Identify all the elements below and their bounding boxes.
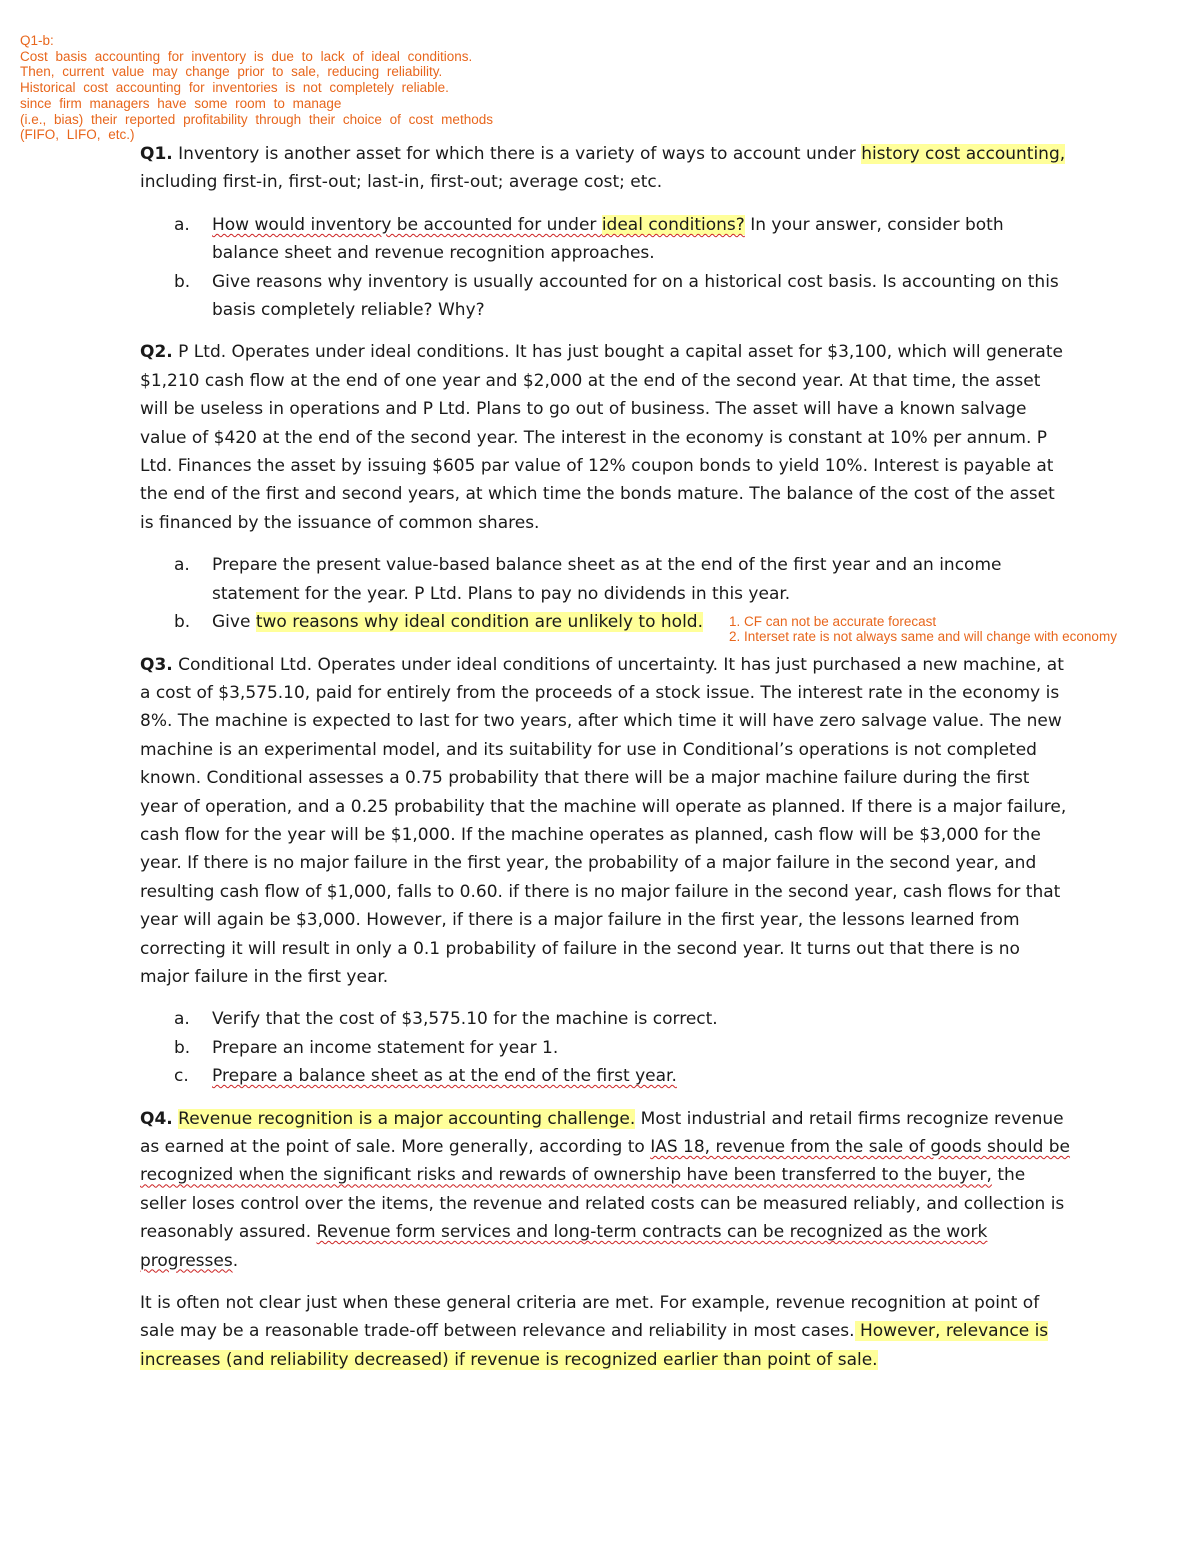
highlight: However, relevance is increases (and reliability decreased) if revenue is recognized earlier than point of sale. xyxy=(140,1321,1049,1370)
highlight: ideal conditions? xyxy=(601,214,745,235)
question-text: including first-in, first-out; last-in, first-out; average cost; etc. xyxy=(140,172,663,193)
question-label: Q1. xyxy=(140,144,173,164)
question-3 xyxy=(140,651,1070,992)
part-letter: a. xyxy=(174,1009,190,1030)
part-c xyxy=(140,1062,1070,1090)
part-letter: b. xyxy=(174,612,191,633)
spellcheck-underline: Prepare a balance sheet as at the end of the first year. xyxy=(212,1066,677,1087)
highlight: Revenue recognition is a major accounting challenge. xyxy=(178,1108,636,1129)
question-1-parts xyxy=(140,211,1070,325)
paragraph-text: It is often not clear just when these general criteria are met. For example, revenue recognition at point of sale may be a reasonable trade-off between relevance and reliability in most cases. xyxy=(140,1293,1040,1342)
comment-line: 2. Interset rate is not always same and will change with economy xyxy=(729,629,1117,644)
highlight: history cost accounting, xyxy=(861,144,1066,164)
part-text: Give reasons why inventory is usually accounted for on a historical cost basis. Is accounting on this basis completely reliable? Why? xyxy=(212,271,1059,321)
part-a xyxy=(140,551,1070,608)
part-text: In your answer, consider both balance sheet and revenue recognition approaches. xyxy=(212,214,1004,264)
question-2 xyxy=(140,338,1070,537)
comment-line: Cost basis accounting for inventory is due to lack of ideal conditions. xyxy=(20,48,473,64)
question-label: Q4. xyxy=(140,1108,173,1129)
question-label: Q2. xyxy=(140,342,173,363)
question-3-parts xyxy=(140,1005,1070,1090)
part-text: Verify that the cost of $3,575.10 for the machine is correct. xyxy=(212,1009,718,1030)
comment-line: 1. CF can not be accurate forecast xyxy=(729,614,937,629)
document-body xyxy=(140,140,1070,1374)
part-text: Give xyxy=(212,612,256,633)
question-4-paragraph-2 xyxy=(140,1289,1070,1374)
part-letter: b. xyxy=(174,1037,191,1058)
part-b xyxy=(140,268,1070,325)
question-text: the seller loses control over the items, the revenue and related costs can be measured reliably, and collection is reasonably assured. xyxy=(140,1165,1065,1243)
highlight: two reasons why ideal condition are unlikely to hold. xyxy=(255,612,703,633)
margin-comment-q1b xyxy=(20,33,620,143)
question-1 xyxy=(140,140,1070,197)
part-a xyxy=(140,1005,1070,1033)
question-text: Inventory is another asset for which there is a variety of ways to account under xyxy=(172,144,862,164)
comment-line: Q1-b: xyxy=(20,33,54,48)
comment-line: since firm managers have some room to manage xyxy=(20,95,342,111)
question-text: . xyxy=(232,1250,239,1271)
comment-line: (i.e., bias) their reported profitability through their choice of cost methods xyxy=(20,111,493,127)
question-text: Conditional Ltd. Operates under ideal conditions of uncertainty. It has just purchased a new machine, at a cost of $3,575.10, paid for entirely from the proceeds of a stock issue. The interest rate in the economy is 8%. The machine is expected to last for two years, after which time it will have zero salvage value. The new machine is an experimental model, and its suitability for use in Conditional’s operations is not completed known. Conditional assesses a 0.75 probability that there will be a major machine failure during the first year of operation, and a 0.25 probability that the machine will operate as planned. If there is a major failure, cash flow for the year will be $1,000. If the machine operates as planned, cash flow will be $3,000 for the year. If there is no major failure in the first year, the probability of a major failure in the second year, and resulting cash flow of $1,000, falls to 0.60. if there is no major failure in the second year, cash flows for that year will again be $3,000. However, if there is a major failure in the first year, the lessons learned from correcting it will result in only a 0.1 probability of failure in the second year. It turns out that there is no major failure in the first year. xyxy=(140,654,1067,987)
question-text: P Ltd. Operates under ideal conditions. It has just bought a capital asset for $3,100, which will generate $1,210 cash flow at the end of one year and $2,000 at the end of the second year. At that time, the asset will be useless in operations and P Ltd. Plans to go out of business. The asset will have a known salvage value of $420 at the end of the second year. The interest in the economy is constant at 10% per annum. P Ltd. Finances the asset by issuing $605 par value of 12% coupon bonds to yield 10%. Interest is payable at the end of the first and second years, at which time the bonds mature. The balance of the cost of the asset is financed by the issuance of common shares. xyxy=(140,342,1063,533)
part-letter: a. xyxy=(174,555,190,576)
question-label: Q3. xyxy=(140,654,173,675)
margin-comment-q2b xyxy=(729,614,1117,644)
part-b xyxy=(140,1034,1070,1062)
comment-line: Historical cost accounting for inventories is not completely reliable. xyxy=(20,80,449,96)
part-letter: c. xyxy=(174,1066,189,1087)
comment-line: Then, current value may change prior to sale, reducing reliability. xyxy=(20,64,443,80)
spellcheck-underline: How would inventory be accounted for under xyxy=(212,214,602,235)
comment-line: (FIFO, LIFO, etc.) xyxy=(20,127,135,143)
spellcheck-underline: Revenue form services and long-term contracts can be recognized as the work progresses xyxy=(140,1222,988,1271)
question-text: Most industrial and retail firms recognize revenue as earned at the point of sale. More generally, according to xyxy=(140,1108,1064,1157)
question-4 xyxy=(140,1105,1070,1275)
spellcheck-underline: IAS 18, revenue from the sale of goods should be recognized when the significant risks and rewards of ownership have been transferred to the buyer, xyxy=(140,1137,1071,1186)
part-text: Prepare the present value-based balance sheet as at the end of the first year and an income statement for the year. P Ltd. Plans to pay no dividends in this year. xyxy=(212,555,1002,604)
part-text: Prepare an income statement for year 1. xyxy=(212,1037,559,1058)
part-a xyxy=(140,211,1070,268)
part-letter: b. xyxy=(174,271,191,292)
part-letter: a. xyxy=(174,214,190,235)
